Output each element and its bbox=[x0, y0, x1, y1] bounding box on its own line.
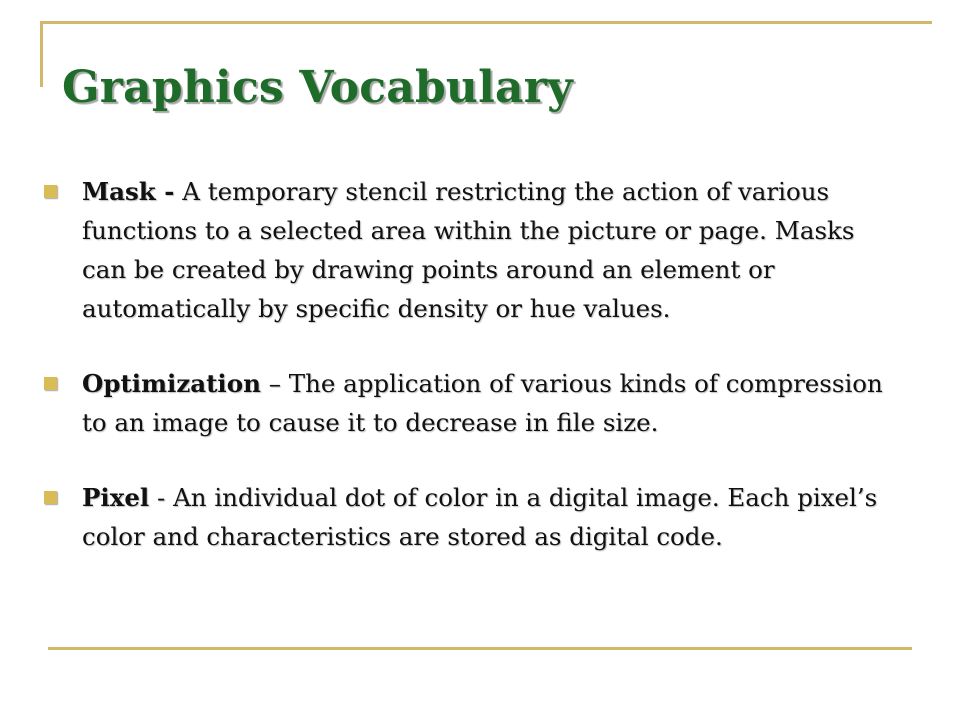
bottom-decorative-rule bbox=[48, 647, 912, 650]
top-decorative-rule bbox=[40, 21, 932, 24]
term-pixel: Pixel bbox=[82, 483, 150, 512]
left-decorative-rule bbox=[40, 21, 43, 87]
definition-pixel: - An individual dot of color in a digital image. Each pixel’s color and characteristics are stored as digital code. bbox=[82, 483, 878, 551]
definition-mask: A temporary stencil restricting the action of various functions to a selected area within the picture or page. Masks can be created by drawing points around an element or automatically by specific density or hue values. bbox=[82, 177, 855, 323]
vocabulary-item-pixel bbox=[44, 478, 904, 556]
square-bullet-icon bbox=[44, 377, 57, 390]
vocabulary-list bbox=[44, 172, 904, 556]
vocabulary-item-optimization bbox=[44, 364, 904, 442]
square-bullet-icon bbox=[44, 491, 57, 504]
term-optimization: Optimization bbox=[82, 369, 261, 398]
vocabulary-item-mask bbox=[44, 172, 904, 328]
slide-title: Graphics Vocabulary bbox=[62, 62, 573, 113]
square-bullet-icon bbox=[44, 185, 57, 198]
term-mask: Mask - bbox=[82, 177, 175, 206]
definition-optimization: – The application of various kinds of compression to an image to cause it to decrease in file size. bbox=[82, 369, 883, 437]
